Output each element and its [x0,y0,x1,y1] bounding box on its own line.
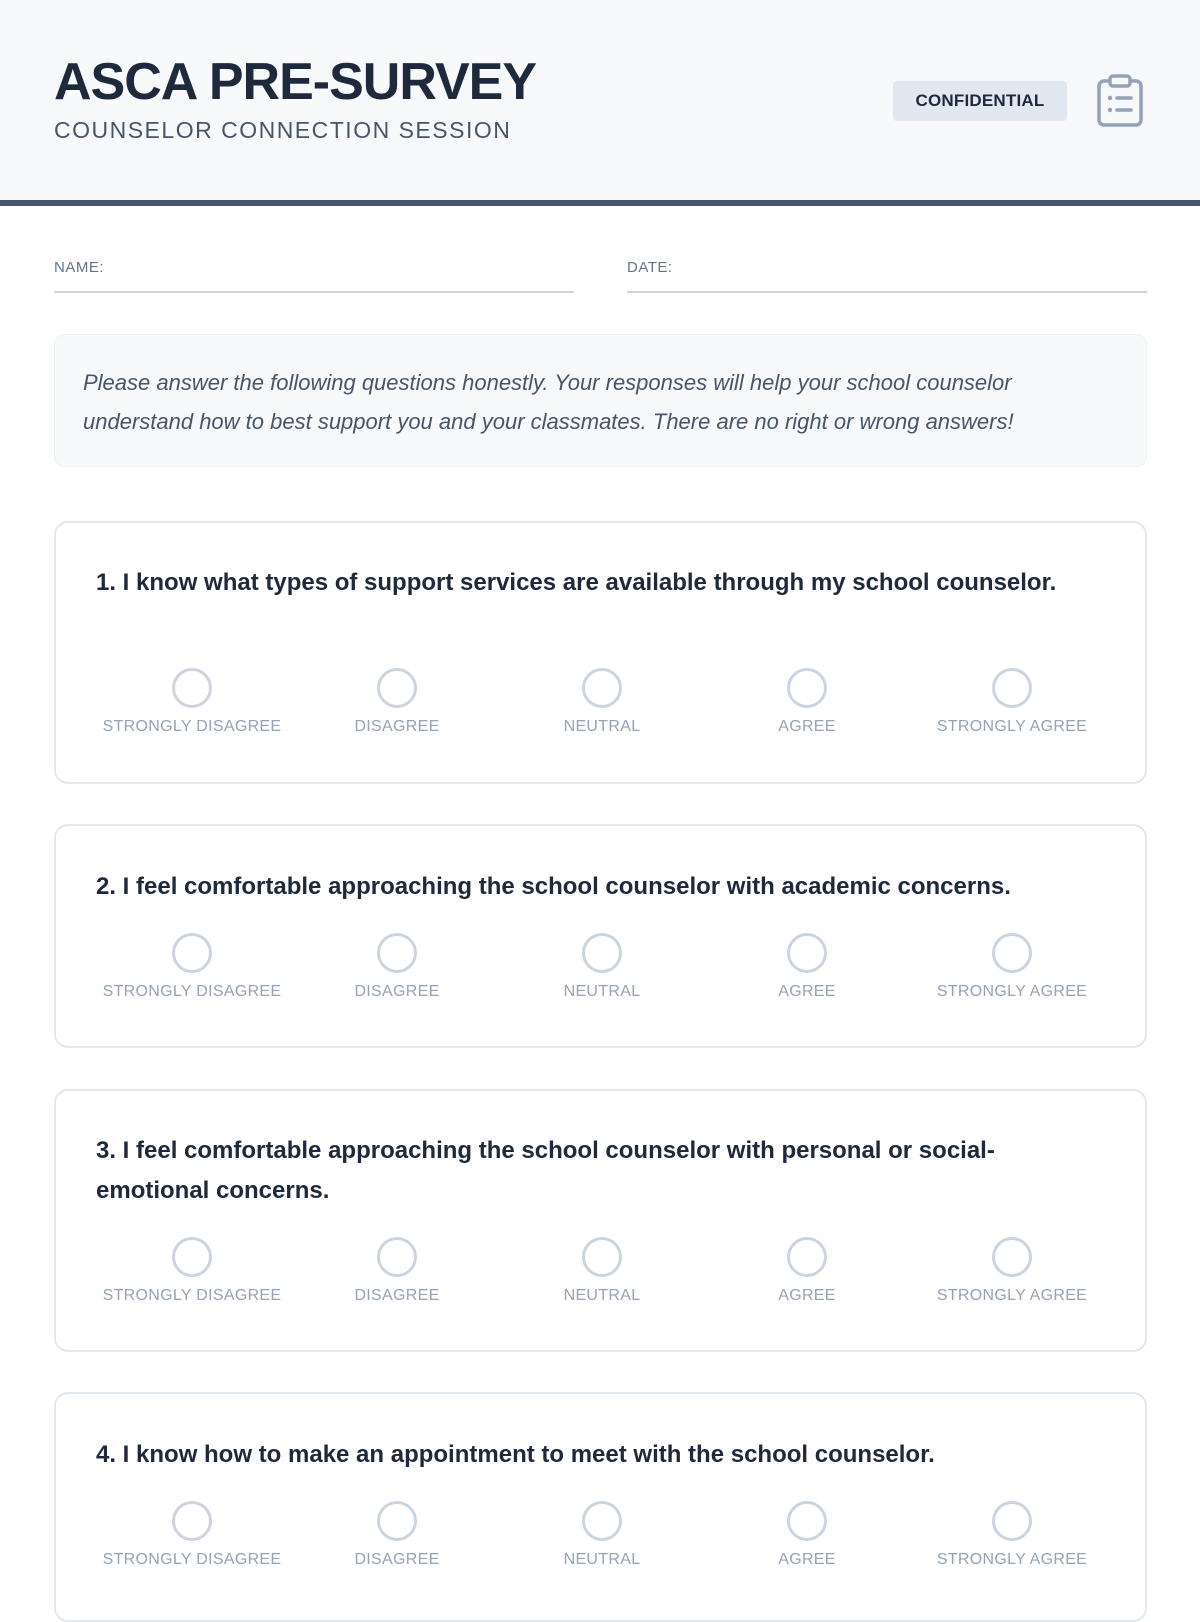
option-disagree[interactable] [297,1237,497,1305]
option-neutral[interactable] [502,1237,702,1305]
option-label: STRONGLY AGREE [936,718,1088,735]
question-card-1 [54,521,1147,784]
option-label: DISAGREE [354,1551,440,1568]
option-label: AGREE [778,718,836,735]
name-label: NAME: [54,259,105,276]
radio-button[interactable] [377,933,417,973]
option-label: AGREE [778,983,836,1000]
radio-button[interactable] [582,933,622,973]
instructions-box: Please answer the following questions honestly. Your responses will help your school counselor understand how to best support you and your classmates. There are no right or wrong answers! [54,334,1147,467]
option-strongly-disagree[interactable] [92,668,292,736]
question-text: 1. I know what types of support services are available through my school counselor. [96,569,1057,596]
page-header [0,0,1200,206]
option-label: DISAGREE [354,1287,440,1304]
radio-button[interactable] [787,668,827,708]
option-agree[interactable] [707,1501,907,1569]
question-card-2 [54,824,1147,1048]
question-text: 2. I feel comfortable approaching the school counselor with academic concerns. [96,873,1011,900]
option-label: STRONGLY DISAGREE [102,1551,282,1568]
question-card-4 [54,1392,1147,1622]
radio-button[interactable] [992,668,1032,708]
option-agree[interactable] [707,933,907,1001]
option-label: STRONGLY DISAGREE [102,983,282,1000]
date-field[interactable] [627,259,1147,293]
name-field[interactable] [54,259,574,293]
option-label: STRONGLY DISAGREE [102,718,282,735]
clipboard-list-icon [1096,74,1144,128]
option-neutral[interactable] [502,668,702,736]
radio-button[interactable] [582,668,622,708]
option-neutral[interactable] [502,1501,702,1569]
option-label: STRONGLY AGREE [936,1551,1088,1568]
radio-button[interactable] [377,1501,417,1541]
option-agree[interactable] [707,668,907,736]
option-label: DISAGREE [354,718,440,735]
option-neutral[interactable] [502,933,702,1001]
option-label: STRONGLY DISAGREE [102,1287,282,1304]
option-label: AGREE [778,1551,836,1568]
radio-button[interactable] [787,933,827,973]
date-label: DATE: [627,259,673,276]
radio-button[interactable] [582,1501,622,1541]
radio-button[interactable] [172,933,212,973]
question-text: 3. I feel comfortable approaching the school counselor with personal or social-emotional concerns. [96,1137,995,1204]
option-label: NEUTRAL [563,718,641,735]
radio-button[interactable] [377,668,417,708]
radio-button[interactable] [787,1501,827,1541]
radio-button[interactable] [992,1501,1032,1541]
option-agree[interactable] [707,1237,907,1305]
radio-button[interactable] [172,668,212,708]
option-strongly-agree[interactable] [912,1237,1112,1305]
radio-button[interactable] [377,1237,417,1277]
radio-button[interactable] [992,1237,1032,1277]
radio-button[interactable] [787,1237,827,1277]
radio-button[interactable] [172,1237,212,1277]
option-strongly-disagree[interactable] [92,1501,292,1569]
confidential-badge: CONFIDENTIAL [893,81,1067,121]
option-label: NEUTRAL [563,1551,641,1568]
option-label: DISAGREE [354,983,440,1000]
option-label: STRONGLY AGREE [936,1287,1088,1304]
option-strongly-agree[interactable] [912,933,1112,1001]
page-subtitle: COUNSELOR CONNECTION SESSION [54,117,512,143]
option-label: NEUTRAL [563,983,641,1000]
option-strongly-agree[interactable] [912,668,1112,736]
option-strongly-agree[interactable] [912,1501,1112,1569]
option-strongly-disagree[interactable] [92,933,292,1001]
option-disagree[interactable] [297,668,497,736]
radio-button[interactable] [582,1237,622,1277]
option-label: AGREE [778,1287,836,1304]
option-disagree[interactable] [297,933,497,1001]
option-strongly-disagree[interactable] [92,1237,292,1305]
radio-button[interactable] [992,933,1032,973]
option-label: STRONGLY AGREE [936,983,1088,1000]
question-card-3 [54,1089,1147,1352]
question-text: 4. I know how to make an appointment to meet with the school counselor. [96,1441,935,1468]
option-label: NEUTRAL [563,1287,641,1304]
radio-button[interactable] [172,1501,212,1541]
page-title: ASCA PRE-SURVEY [54,53,536,111]
option-disagree[interactable] [297,1501,497,1569]
